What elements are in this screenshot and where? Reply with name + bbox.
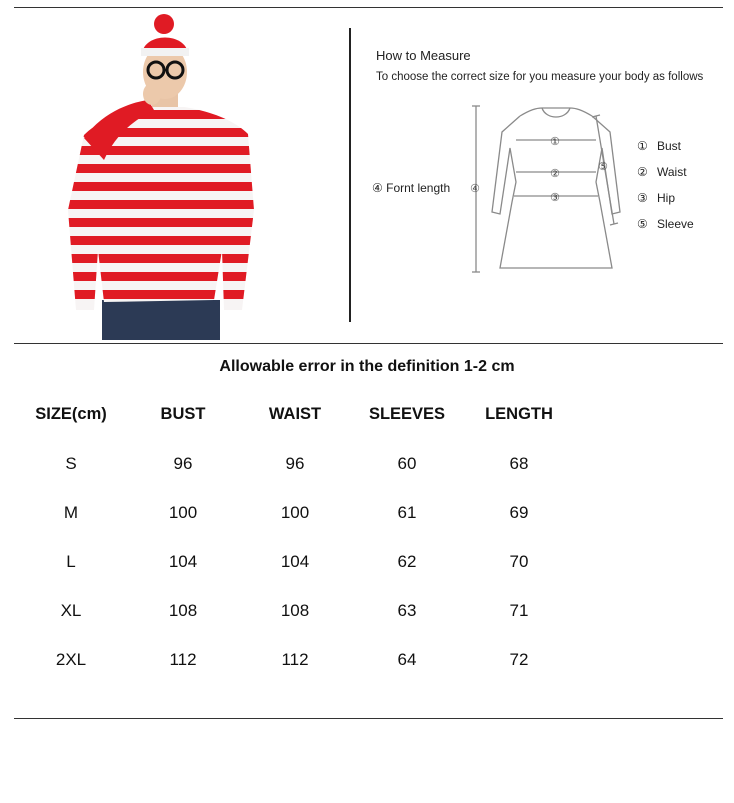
cell-waist: 108 (280, 600, 310, 620)
top-divider (14, 7, 723, 8)
diagram-marker-4: ④ (470, 182, 480, 195)
legend-number: ③ (637, 191, 648, 205)
cell-length: 68 (509, 453, 529, 473)
cell-bust: 112 (169, 649, 197, 669)
diagram-marker-3: ③ (550, 191, 560, 204)
product-photo (64, 10, 268, 340)
cell-waist: 112 (281, 649, 309, 669)
cell-size: L (66, 551, 76, 571)
cell-length: 69 (509, 502, 529, 522)
legend-item-waist (637, 159, 694, 185)
legend-item-sleeve (637, 211, 694, 237)
cell-sleeves: 62 (397, 551, 417, 571)
legend-label: Sleeve (657, 217, 694, 231)
cell-length: 71 (509, 600, 529, 620)
cell-size: XL (60, 600, 82, 620)
cell-size: M (63, 502, 79, 522)
table-row (15, 635, 575, 684)
measure-legend (637, 133, 694, 237)
legend-label: Waist (657, 165, 687, 179)
cell-waist: 104 (280, 551, 310, 571)
section-divider (349, 28, 351, 322)
middle-divider (14, 343, 723, 344)
header-size: SIZE(cm) (35, 405, 107, 423)
cell-waist: 100 (280, 502, 310, 522)
legend-number: ① (637, 139, 648, 153)
cell-waist: 96 (285, 453, 305, 473)
cell-length: 72 (509, 649, 529, 669)
header-waist: WAIST (268, 405, 322, 423)
legend-item-hip (637, 185, 694, 211)
cell-bust: 104 (168, 551, 198, 571)
table-row (15, 586, 575, 635)
tolerance-caption: Allowable error in the definition 1-2 cm (219, 358, 515, 375)
cell-sleeves: 63 (397, 600, 417, 620)
cell-length: 70 (509, 551, 529, 571)
cell-bust: 100 (168, 502, 198, 522)
cell-bust: 108 (168, 600, 198, 620)
table-row (15, 439, 575, 488)
table-row (15, 488, 575, 537)
diagram-marker-1: ① (550, 135, 560, 148)
size-chart-table (15, 390, 575, 684)
cell-bust: 96 (173, 453, 193, 473)
cell-sleeves: 60 (397, 453, 417, 473)
legend-number: ② (637, 165, 648, 179)
legend-item-bust (637, 133, 694, 159)
legend-label: Hip (657, 191, 676, 205)
cell-sleeves: 64 (397, 649, 417, 669)
header-length: LENGTH (485, 405, 553, 423)
how-to-measure-subtitle: To choose the correct size for you measure your body as follows (376, 71, 704, 83)
legend-number: ⑤ (637, 217, 648, 231)
cell-size: 2XL (55, 649, 87, 669)
front-length-number: ④ (372, 181, 383, 195)
diagram-marker-2: ② (550, 167, 560, 180)
diagram-marker-5: ⑤ (598, 160, 608, 173)
cell-size: S (65, 453, 77, 473)
how-to-measure-title: How to Measure (376, 48, 471, 63)
front-length-text: Fornt length (386, 181, 451, 195)
table-header-row (15, 390, 575, 439)
bottom-divider (14, 718, 723, 719)
legend-label: Bust (657, 139, 682, 153)
header-bust: BUST (160, 405, 206, 423)
cell-sleeves: 61 (397, 502, 417, 522)
table-row (15, 537, 575, 586)
header-sleeves: SLEEVES (368, 405, 446, 423)
